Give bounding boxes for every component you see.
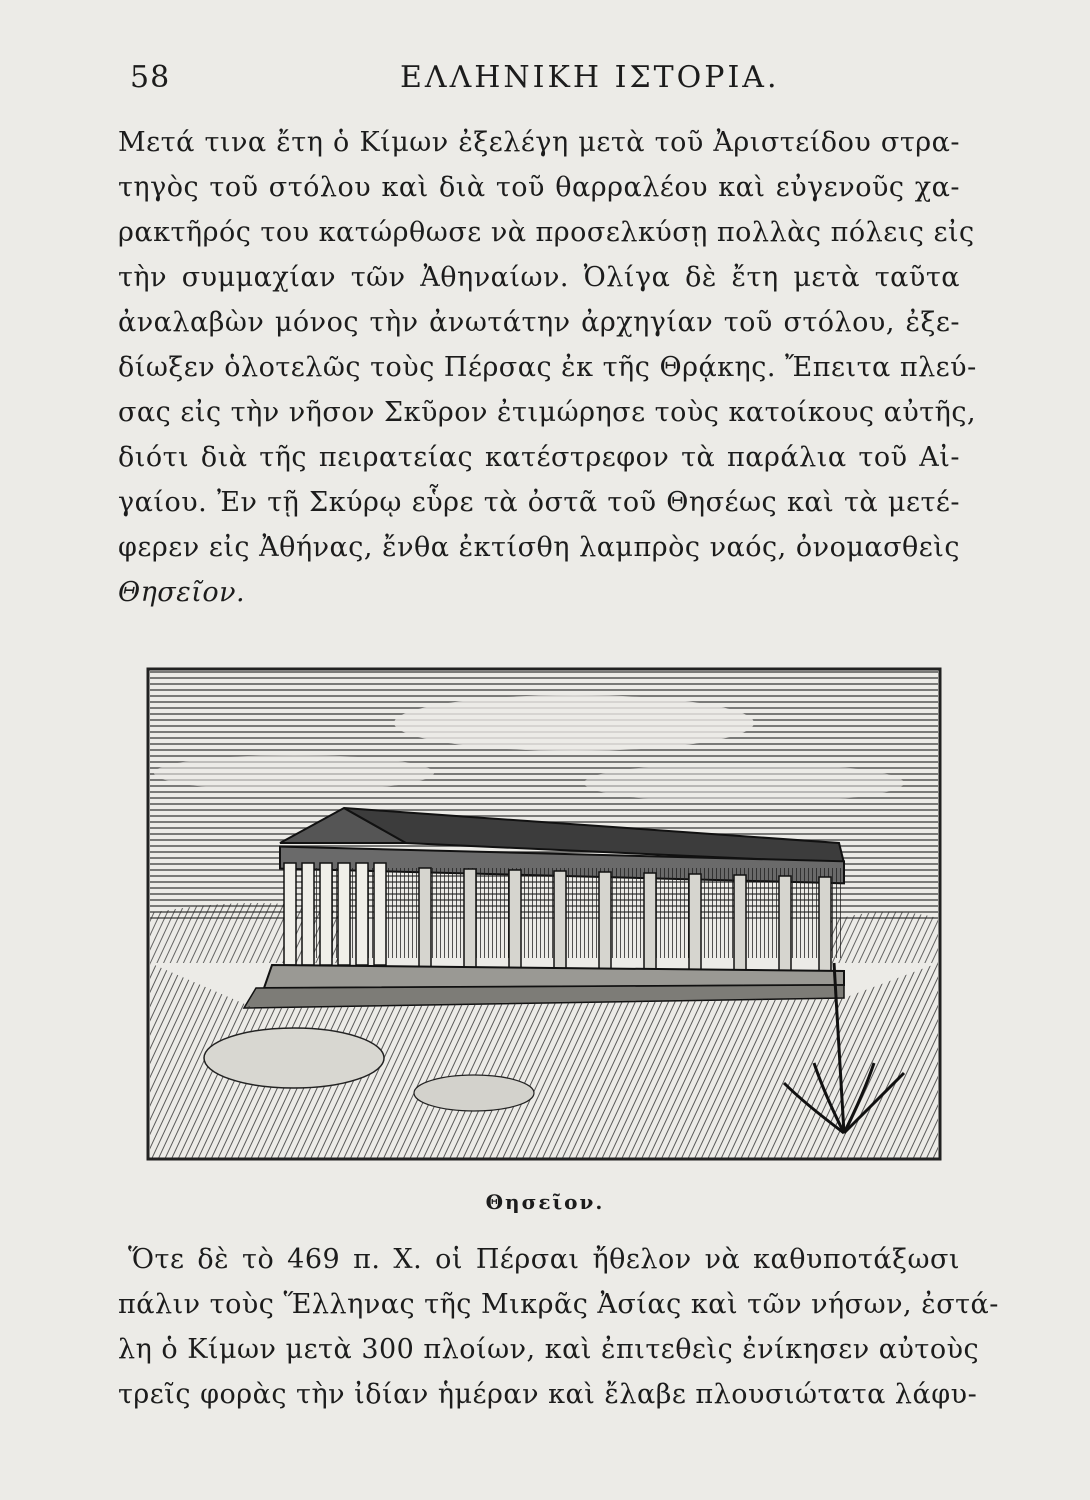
text-line-emphasis: Θησεῖον. [118, 577, 246, 608]
text-line: δίωξεν ὁλοτελῶς τοὺς Πέρσας ἐκ τῆς Θρᾴκης. Ἔπειτα πλεύ- [118, 352, 977, 383]
theseion-illustration [144, 663, 944, 1163]
rock [414, 1075, 534, 1111]
temple-engraving [144, 663, 944, 1163]
text-line: Ὅτε δὲ τὸ 469 π. Χ. οἱ Πέρσαι ἤθελον νὰ καθυποτάξωσι [128, 1244, 960, 1275]
text-line: γαίου. Ἐν τῇ Σκύρῳ εὗρε τὰ ὀστᾶ τοῦ Θησέως καὶ τὰ μετέ- [118, 487, 960, 518]
text-line: τηγὸς τοῦ στόλου καὶ διὰ τοῦ θαρραλέου καὶ εὐγενοῦς χα- [118, 172, 960, 203]
running-title: ΕΛΛΗΝΙΚΗ ΙΣΤΟΡΙΑ. [400, 60, 780, 95]
stylobate [264, 965, 844, 988]
text-line: Μετά τινα ἔτη ὁ Κίμων ἐξελέγη μετὰ τοῦ Ἀριστείδου στρα- [118, 127, 960, 158]
cloud [394, 695, 754, 751]
cloud [584, 763, 904, 803]
text-line: ρακτῆρός του κατώρθωσε νὰ προσελκύσῃ πολλὰς πόλεις εἰς [118, 217, 975, 248]
text-line: διότι διὰ τῆς πειρατείας κατέστρεφον τὰ παράλια τοῦ Αἰ- [118, 442, 960, 473]
page-number: 58 [130, 60, 171, 95]
text-line: πάλιν τοὺς Ἕλληνας τῆς Μικρᾶς Ἀσίας καὶ τῶν νήσων, ἐστά- [118, 1289, 999, 1320]
figure-caption: Θησεῖον. [485, 1190, 605, 1214]
rock [204, 1028, 384, 1088]
cella-wall [314, 868, 844, 958]
text-line: λη ὁ Κίμων μετὰ 300 πλοίων, καὶ ἐπιτεθεὶς ἐνίκησεν αὐτοὺς [118, 1334, 980, 1365]
cloud [154, 755, 434, 791]
page-header [130, 60, 960, 104]
text-line: τὴν συμμαχίαν τῶν Ἀθηναίων. Ὀλίγα δὲ ἔτη μετὰ ταῦτα [118, 262, 960, 293]
text-line: τρεῖς φορὰς τὴν ἰδίαν ἡμέραν καὶ ἔλαβε πλουσιώτατα λάφυ- [118, 1379, 978, 1410]
text-line: σας εἰς τὴν νῆσον Σκῦρον ἐτιμώρησε τοὺς κατοίκους αὐτῆς, [118, 397, 977, 428]
paragraph-1 [118, 120, 977, 615]
paragraph-2 [118, 1237, 999, 1417]
text-line: φερεν εἰς Ἀθήνας, ἔνθα ἐκτίσθη λαμπρὸς ναός, ὀνομασθεὶς [118, 532, 960, 563]
text-line: ἀναλαβὼν μόνος τὴν ἀνωτάτην ἀρχηγίαν τοῦ στόλου, ἐξε- [118, 307, 960, 338]
